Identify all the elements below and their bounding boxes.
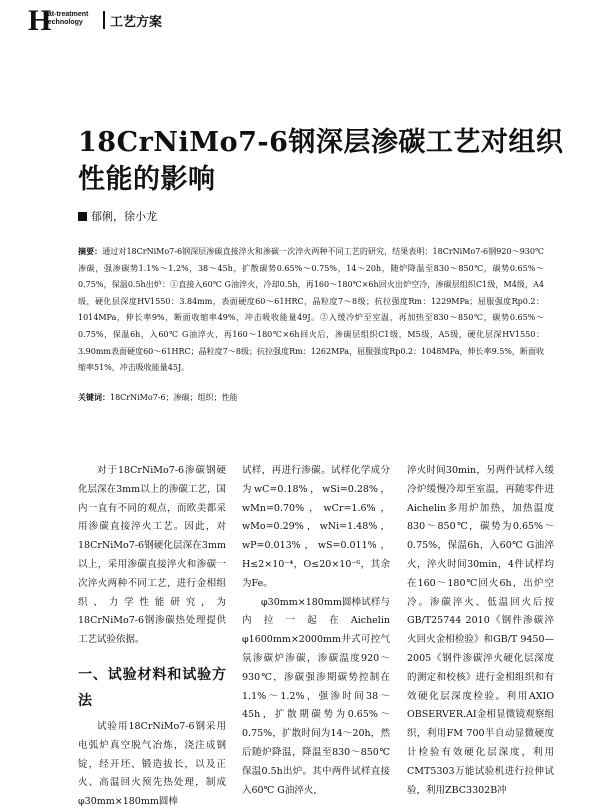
body-column-3 [407, 462, 554, 800]
abstract [78, 244, 544, 377]
author-names: 郁俐，徐小龙 [91, 210, 157, 223]
intro-paragraph: 对于18CrNiMo7-6渗碳钢硬化层深在3mm以上的渗碳工艺，国内一直有不同的观点，而欧美都采用渗碳直接淬火工艺。因此，对18CrNiMo7-6钢硬化层深在3mm以上，采用渗碳直接淬火和渗碳一次淬火两种不同工艺，进行金相组织、力学性能研究，为18CrNiMo7-6钢渗碳热处理提供工艺试验依据。 [78, 465, 226, 646]
composition-paragraph: 试样，再进行渗碳。试样化学成分为wC=0.18%，wSi=0.28%，wMn=0.70%，wCr=1.6%，wMo=0.29%，wNi=1.48%，wP=0.013%，wS=0.011%，H≤2×10⁻⁴，O≤20×10⁻⁶，其余为Fe。 [242, 465, 390, 589]
abstract-text: 通过对18CrNiMo7-6钢深层渗碳直接淬火和渗碳一次淬火两种不同工艺的研究，结果表明：18CrNiMo7-6钢920～930℃渗碳，强渗碳势1.1%～1.2%，38～45h，扩散碳势0.65%～0.75%，14～20h，随炉降温至830～850℃，碳势0.65%～0.75%，保温0.5h出炉：①直接入60℃ G油淬火，冷却0.5h，再160～180℃×6h回火出炉空冷，渗碳层组织C1级，M4级，A4级，硬化层深度HV1550：3.84mm，表面硬度60～61HRC，晶粒度7～8级；抗拉强度Rm：1229MPa；屈服强度Rp0.2：1014MPa，伸长率9%，断面收缩率49%，冲击吸收能量49J。②入缓冷炉至室温，再加热至830～850℃，碳势0.65%～0.75%，保温6h，入60℃ G油淬火，再160～180℃×6h回火后，渗碳层组织C1级，M5级，A5级，硬化层深HV1550：3.90mm表面硬度60～61HRC；晶粒度7～8级；抗拉强度Rm：1262MPa，屈服强度Rp0.2：1048MPa，伸长率9.5%，断面收缩率51%，冲击吸收能量45J。 [78, 247, 544, 373]
authors [78, 208, 157, 224]
journal-logo-line2: Technology [44, 19, 83, 26]
materials-paragraph: 试验用18CrNiMo7-6钢采用电弧炉真空脱气冶炼，浇注成钢锭，经开坯、锻造拔长，以及正火、高温回火预先热处理，制成φ30mm×180mm圆棒 [78, 720, 226, 808]
author-bullet-icon [78, 212, 87, 221]
keywords [78, 392, 544, 403]
abstract-label: 摘要： [78, 247, 103, 256]
carburizing-paragraph: φ30mm×180mm圆棒试样与内拉一起在Aichelin φ1600mm×2000mm井式可控气氛渗碳炉渗碳，渗碳温度920～930℃，渗碳强渗期碳势控制在1.1%～1.2%，强渗时间38～45h，扩散期碳势为0.65%～0.75%，扩散时间为14～20h，然后随炉降温，降温至830～850℃保温0.5h出炉。其中两件试样直接入60℃ G油淬火， [242, 596, 390, 796]
journal-logo-letter: H [28, 4, 52, 37]
article-title [78, 124, 564, 198]
body-column-2 [242, 462, 390, 800]
header-divider [103, 11, 105, 29]
section-name: 工艺方案 [110, 15, 163, 30]
journal-logo-text [44, 11, 88, 27]
process-paragraph: 淬火时间30min，另两件试样入缓冷炉缓慢冷却至室温，再随零件进Aichelin多用炉加热，加热温度830～850℃，碳势为0.65%～0.75%，保温6h，入60℃ G油淬火，淬火时间30min，4件试样均在160～180℃回火6h，出炉空冷。渗碳淬火、低温回火后按GB/T25744 2010《钢件渗碳淬火回火金相检验》和GB/T 9450—2005《钢件渗碳淬火硬化层深度的测定和校核》进行金相组织和有效硬化层深度检验。利用AXIO OBSERVER.AI金相显微镜观察组织，利用FM 700半自动显微硬度计检验有效硬化层深度，利用CMT5303万能试验机进行拉伸试验，利用ZBC3302B冲 [407, 465, 554, 796]
title-line-1: 18CrNiMo7-6钢深层渗碳工艺对组织 [78, 127, 564, 158]
section-heading: 一、试验材料和试验方法 [78, 666, 226, 709]
keywords-label: 关键词： [78, 393, 110, 402]
keywords-text: 18CrNiMo7-6；渗碳；组织；性能 [110, 393, 238, 402]
journal-logo-line1: eat-treatment [44, 11, 89, 18]
title-line-2: 性能的影响 [78, 164, 216, 195]
body-column-1 [78, 462, 226, 812]
